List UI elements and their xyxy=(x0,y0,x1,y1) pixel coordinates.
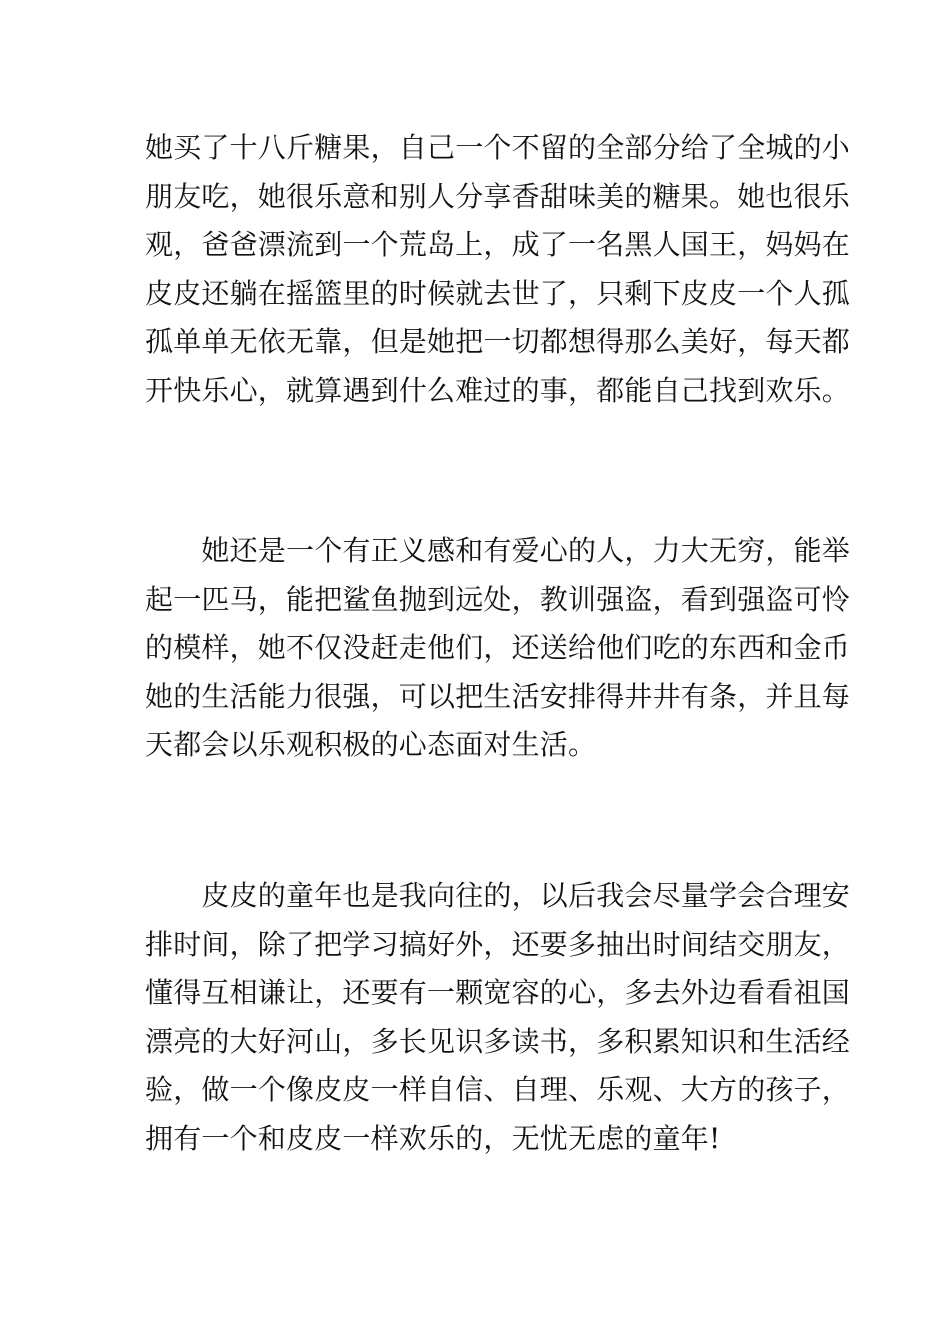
text-line: 开快乐心，就算遇到什么难过的事，都能自己找到欢乐。 xyxy=(145,373,851,407)
text-line: 她买了十八斤糖果，自己一个不留的全部分给了全城的小 xyxy=(145,131,851,164)
paragraph-3 xyxy=(145,872,851,1164)
text-line: 拥有一个和皮皮一样欢乐的，无忧无虑的童年! xyxy=(145,1121,721,1155)
text-line: 验，做一个像皮皮一样自信、自理、乐观、大方的孩子， xyxy=(145,1073,851,1107)
paragraph-2 xyxy=(145,527,851,770)
text-line: 的模样，她不仅没赶走他们，还送给他们吃的东西和金币 xyxy=(145,631,851,665)
text-line: 起一匹马，能把鲨鱼抛到远处，教训强盗，看到强盗可怜 xyxy=(145,582,851,616)
text-line: 她还是一个有正义感和有爱心的人，力大无穷，能举 xyxy=(145,534,851,567)
text-line: 漂亮的大好河山，多长见识多读书，多积累知识和生活经 xyxy=(145,1024,851,1058)
text-line: 观，爸爸漂流到一个荒岛上，成了一名黑人国王，妈妈在 xyxy=(145,228,851,262)
text-line: 皮皮的童年也是我向往的，以后我会尽量学会合理安 xyxy=(145,879,851,912)
text-line: 懂得互相谦让，还要有一颗宽容的心，多去外边看看祖国 xyxy=(145,976,851,1010)
text-line: 皮皮还躺在摇篮里的时候就去世了，只剩下皮皮一个人孤 xyxy=(145,276,851,310)
text-line: 她的生活能力很强，可以把生活安排得井井有条，并且每 xyxy=(145,679,851,713)
text-line: 朋友吃，她很乐意和别人分享香甜味美的糖果。她也很乐 xyxy=(145,179,851,213)
paragraph-1 xyxy=(145,124,851,416)
text-line: 排时间，除了把学习搞好外，还要多抽出时间结交朋友， xyxy=(145,927,851,961)
text-line: 天都会以乐观积极的心态面对生活。 xyxy=(145,728,597,762)
text-line: 孤单单无依无靠，但是她把一切都想得那么美好，每天都 xyxy=(145,325,851,359)
